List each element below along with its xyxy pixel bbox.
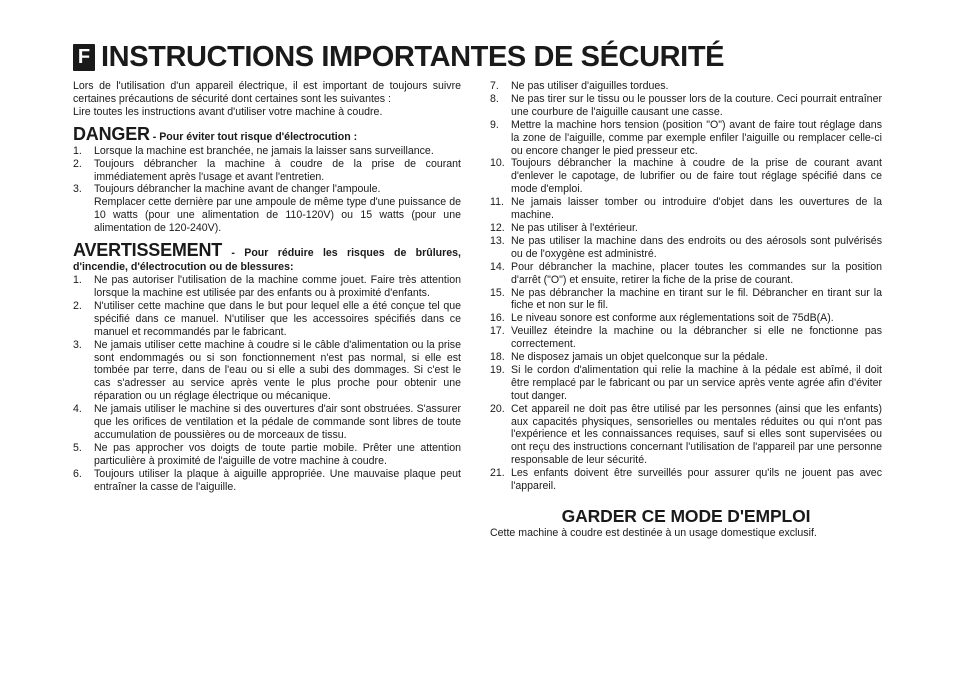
item-number: 3. [73, 183, 82, 196]
list-item [490, 403, 882, 468]
item-text: Toujours débrancher la machine avant de changer l'ampoule. [94, 183, 381, 196]
item-number: 20. [490, 402, 505, 415]
list-item [490, 364, 882, 403]
item-text: N'utiliser cette machine que dans le but pour lequel elle a été conçue tel que spécifié dans ce manuel. N'utiliser que les accessoires spécifiés dans ce manuel et recommandés par le fabricant. [94, 299, 461, 338]
avertissement-title: AVERTISSEMENT [73, 240, 223, 261]
item-number: 5. [73, 441, 82, 454]
list-item [490, 119, 882, 158]
list-item [490, 467, 882, 493]
item-text: Toujours utiliser la plaque à aiguille appropriée. Une mauvaise plaque peut entraîner la casse de l'aiguille. [94, 467, 461, 493]
item-text: Ne pas utiliser la machine dans des endroits ou des aérosols sont pulvérisés ou de l'oxygène est administré. [511, 234, 882, 260]
list-item [73, 158, 461, 184]
item-number: 19. [490, 363, 505, 376]
garder-heading: GARDER CE MODE D'EMPLOI [561, 506, 811, 526]
language-badge: F [73, 44, 95, 71]
avertissement-list [73, 274, 461, 493]
list-item [490, 235, 882, 261]
list-item [73, 339, 461, 404]
list-item [490, 222, 882, 235]
item-number: 12. [490, 221, 505, 234]
list-item [490, 351, 882, 364]
item-number: 4. [73, 403, 82, 416]
item-number: 3. [73, 338, 82, 351]
item-number: 13. [490, 234, 505, 247]
item-text: Ne pas autoriser l'utilisation de la machine comme jouet. Faire très attention lorsque la machine est utilisée par des enfants ou à proximité d'enfants. [94, 274, 461, 299]
item-text: Ne pas approcher vos doigts de toute partie mobile. Prêter une attention particulière à proximité de l'aiguille de votre machine à coudre. [94, 441, 461, 467]
item-text: Ne pas utiliser d'aiguilles tordues. [511, 80, 669, 92]
item-text: Les enfants doivent être surveillés pour assurer qu'ils ne jouent pas avec l'appareil. [511, 467, 882, 493]
item-text: Ne pas utiliser à l'extérieur. [511, 221, 638, 234]
danger-title: DANGER [73, 123, 150, 144]
safety-list-continued [490, 80, 882, 493]
list-item [490, 325, 882, 351]
item-text: Ne jamais utiliser le machine si des ouvertures d'air sont obstruées. S'assurer que les orifices de ventilation et la pédale de commande sont libres de toute accumulation de poussières ou de morceaux de tissu. [94, 403, 461, 441]
item-text: Lorsque la machine est branchée, ne jamais la laisser sans surveillance. [94, 144, 434, 157]
item-text: Ne disposez jamais un objet quelconque sur la pédale. [511, 351, 768, 364]
item-text: Cet appareil ne doit pas être utilisé par les personnes (ainsi que les enfants) aux capacités physiques, sensorielles ou mentales réduites ou qui n'ont pas l'expérience et les connaissances requises, sauf si elles sont supervisées ou ont reçu des instructions concernant l'utilisation de l'appareil par une personne responsable de leur sécurité. [511, 402, 882, 467]
item-number: 16. [490, 312, 505, 325]
page-title-text: INSTRUCTIONS IMPORTANTES DE SÉCURITÉ [101, 40, 725, 73]
danger-heading [73, 123, 461, 145]
danger-subtitle: - Pour éviter tout risque d'électrocution : [149, 130, 358, 143]
item-text: Le niveau sonore est conforme aux réglementations soit de 75dB(A). [511, 312, 834, 325]
item-text: Ne pas débrancher la machine en tirant sur le fil. Débrancher en tirant sur la fiche et non sur le fil. [511, 286, 882, 312]
list-item [490, 312, 882, 325]
item-number: 15. [490, 286, 505, 299]
avertissement-subtitle: - Pour réduire les risques de brûlures, d'incendie, d'électrocution ou de blessures: [73, 247, 461, 274]
item-text: Pour débrancher la machine, placer toutes les commandes sur la position d'arrêt ("O") et ensuite, retirer la fiche de la prise de courant. [511, 260, 882, 286]
item-text: Mettre la machine hors tension (position "O") avant de faire tout réglage dans la zone de l'aiguille, comme par exemple enfiler l'aiguille ou remplacer celle-ci ou encore changer le pied presseur etc. [511, 118, 882, 157]
item-number: 2. [73, 299, 82, 312]
item-number: 18. [490, 351, 505, 364]
list-item [73, 274, 461, 300]
list-item [490, 287, 882, 313]
item-number: 10. [490, 157, 505, 170]
item-number: 7. [490, 80, 499, 92]
item-text: Si le cordon d'alimentation qui relie la machine à la pédale est abîmé, il doit être remplacé par le fabricant ou par un service après vente agrée afin d'éviter tout danger. [511, 363, 882, 402]
list-item [73, 300, 461, 339]
item-number: 2. [73, 157, 82, 170]
item-text: Ne pas tirer sur le tissu ou le pousser lors de la couture. Ceci pourrait entraîner une courbure de l'aiguille causant une casse. [511, 92, 882, 118]
item-text: Ne jamais utiliser cette machine à coudre si le câble d'alimentation ou la prise sont endommagés ou si son fonctionnement n'est pas normal, si elle est tombée par terre, dans de l'eau ou si elle a subi des dommages. Si c'est le cas s'adresser au service après vente le plus proche pour obtenir une réparation ou un réglage électrique ou mécanique. [94, 338, 461, 403]
list-item [73, 145, 461, 158]
list-item [490, 261, 882, 287]
list-item [490, 196, 882, 222]
danger-list [73, 145, 461, 235]
list-item [73, 442, 461, 468]
item-number: 9. [490, 118, 499, 131]
item-text: Toujours débrancher la machine à coudre de la prise de courant immédiatement après l'usage et avant l'entretien. [94, 157, 461, 183]
item-number: 6. [73, 467, 82, 480]
avertissement-heading [73, 240, 461, 274]
item-number: 17. [490, 325, 505, 338]
item-text: Veuillez éteindre la machine ou la débrancher si elle ne fonctionne pas correctement. [511, 325, 882, 351]
garder-text: Cette machine à coudre est destinée à un usage domestique exclusif. [490, 527, 817, 539]
item-number: 1. [73, 274, 82, 287]
list-item [490, 157, 882, 196]
right-column [490, 80, 882, 540]
list-item [490, 93, 882, 119]
intro-instruction: Lire toutes les instructions avant d'utiliser votre machine à coudre. [73, 105, 383, 118]
item-number: 11. [490, 196, 504, 209]
item-number: 21. [490, 467, 505, 480]
intro-paragraph: Lors de l'utilisation d'un appareil électrique, il est important de toujours suivre certaines précautions de sécurité dont certaines sont les suivantes : [73, 80, 461, 105]
item-number: 14. [490, 260, 505, 273]
item-number: 1. [73, 144, 82, 157]
list-item [73, 468, 461, 494]
item-text: Ne jamais laisser tomber ou introduire d'objet dans les ouvertures de la machine. [511, 196, 882, 222]
item-text: Toujours débrancher la machine à coudre de la prise de courant avant d'enlever le capotage, de lubrifier ou de faire tout réglage spécifié dans ce mode d'emploi. [511, 157, 882, 196]
list-item [73, 403, 461, 442]
page-title [73, 40, 724, 74]
list-item [73, 183, 461, 235]
item-number: 8. [490, 92, 499, 105]
item-text-continued: Remplacer cette dernière par une ampoule de même type d'une puissance de 10 watts (pour une alimentation de 110-120V) ou 15 watts (pour une alimentation de 120-240V). [94, 196, 461, 235]
list-item [490, 80, 882, 93]
left-column [73, 80, 461, 493]
